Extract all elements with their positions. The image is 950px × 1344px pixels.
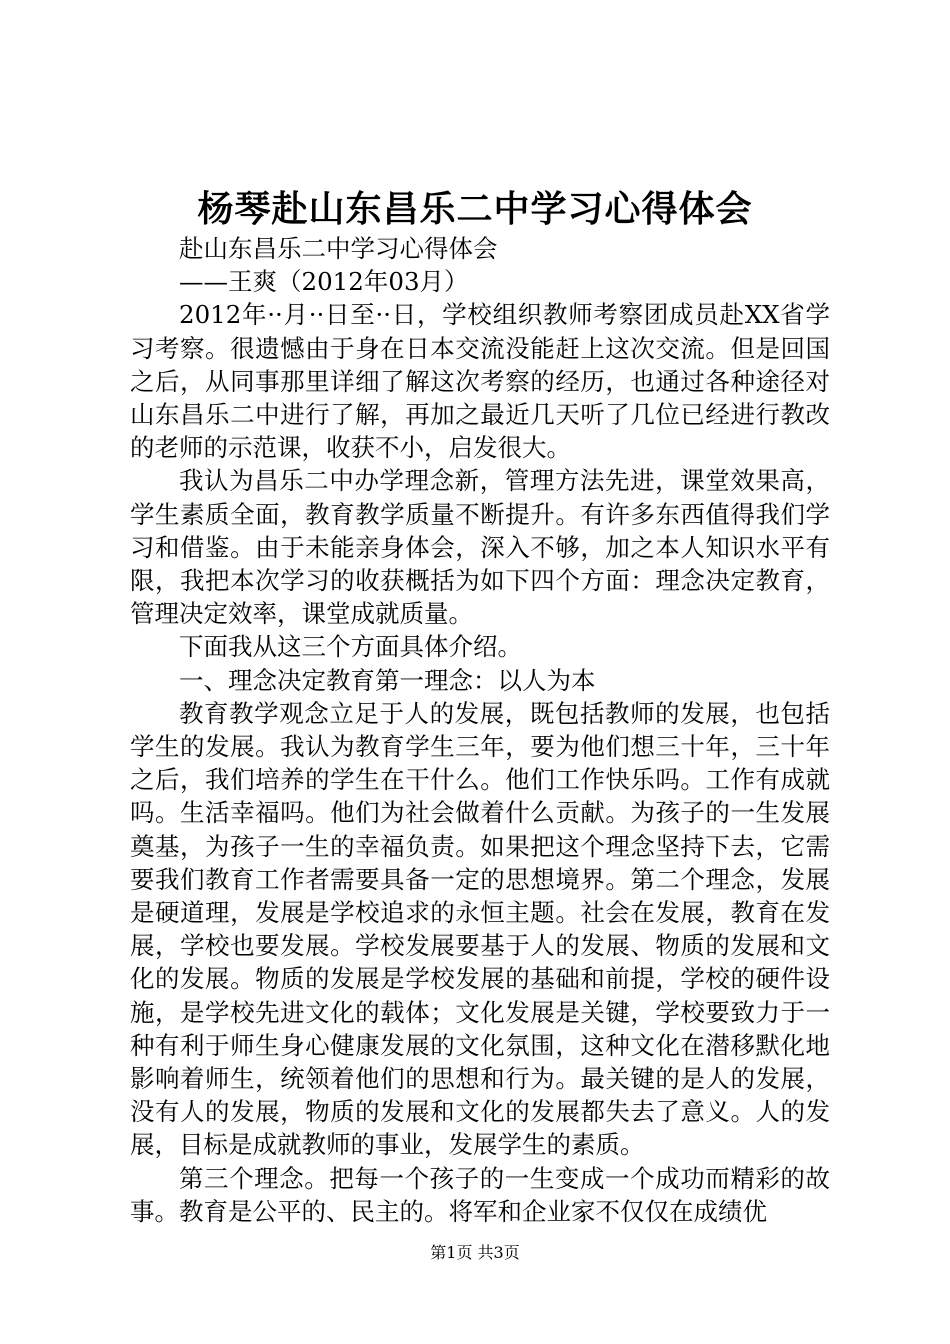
- document-title: 杨琴赴山东昌乐二中学习心得体会: [197, 188, 753, 230]
- paragraph: 我认为昌乐二中办学理念新，管理方法先进，课堂效果高，学生素质全面，教育教学质量不断提升。有许多东西值得我们学习和借鉴。由于未能亲身体会，深入不够，加之本人知识水平有限，我把本次学习的收获概括为如下四个方面：理念决定教育，管理决定效率，课堂成就质量。: [130, 466, 830, 629]
- paragraph: 第三个理念。把每一个孩子的一生变成一个成功而精彩的故事。教育是公平的、民主的。将军和企业家不仅仅在成绩优: [130, 1163, 830, 1226]
- paragraph: 教育教学观念立足于人的发展，既包括教师的发展，也包括学生的发展。我认为教育学生三年，要为他们想三十年，三十年之后，我们培养的学生在干什么。他们工作快乐吗。工作有成就吗。生活幸福吗。他们为社会做着什么贡献。为孩子的一生发展奠基，为孩子一生的幸福负责。如果把这个理念坚持下去，它需要我们教育工作者需要具备一定的思想境界。第二个理念，发展是硬道理，发展是学校追求的永恒主题。社会在发展，教育在发展，学校也要发展。学校发展要基于人的发展、物质的发展和文化的发展。物质的发展是学校发展的基础和前提，学校的硬件设施，是学校先进文化的载体；文化发展是关键，学校要致力于一种有利于师生身心健康发展的文化氛围，这种文化在潜移默化地影响着师生，统领着他们的思想和行为。最关键的是人的发展，没有人的发展，物质的发展和文化的发展都失去了意义。人的发展，目标是成就教师的事业，发展学生的素质。: [130, 698, 830, 1160]
- section-heading: 一、理念决定教育第一理念：以人为本: [179, 665, 596, 695]
- subtitle-line: 赴山东昌乐二中学习心得体会: [179, 234, 498, 263]
- document-body: [130, 232, 830, 1228]
- paragraph: 2012年··月··日至··日，学校组织教师考察团成员赴XX省学习考察。很遗憾由于身在日本交流没能赶上这次交流。但是回国之后，从同事那里详细了解这次考察的经历，也通过各种途径对山东昌乐二中进行了解，再加之最近几天听了几位已经进行教改的老师的示范课，收获不小，启发很大。: [130, 300, 830, 463]
- page-number-footer: 第1页 共3页: [430, 1243, 520, 1262]
- paragraph: 下面我从这三个方面具体介绍。: [179, 632, 522, 662]
- author-line: ——王爽（2012年03月）: [179, 267, 469, 297]
